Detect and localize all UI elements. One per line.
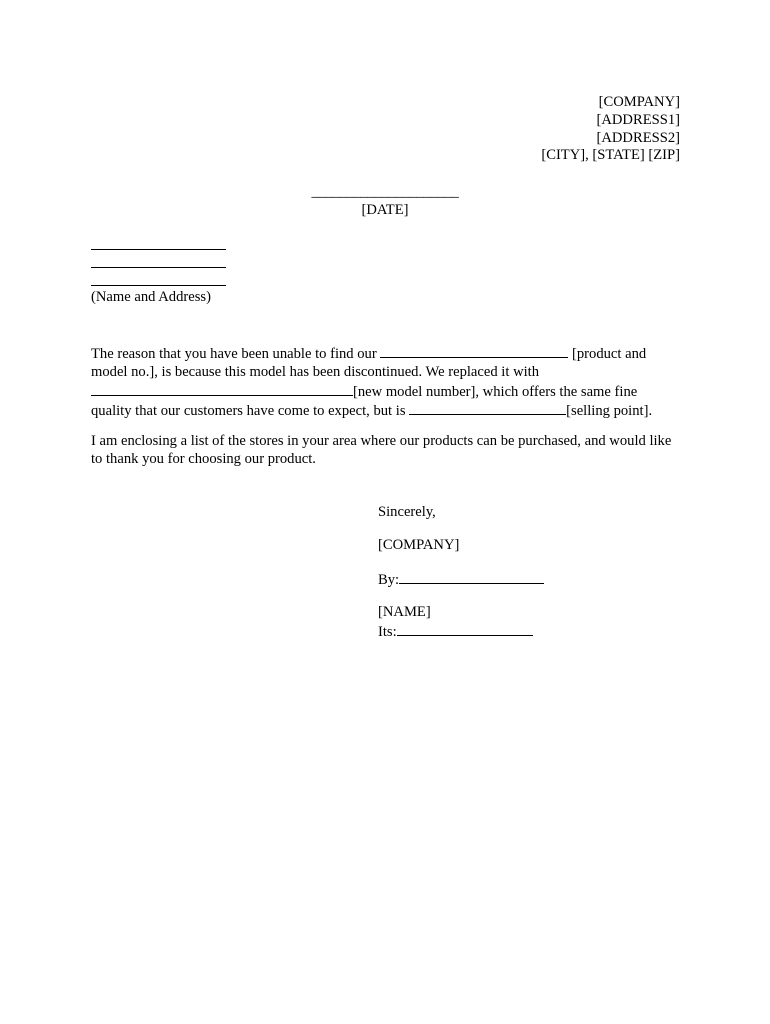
body-paragraph-2: I am enclosing a list of the stores in your area where our products can be purchased, and would like to thank you for choosing our product.	[91, 433, 672, 467]
closing-by-line	[378, 570, 544, 590]
closing-salutation: Sincerely,	[378, 504, 436, 520]
recipient-block	[91, 236, 226, 307]
p1-text-a: The reason that you have been unable to find our	[91, 346, 377, 362]
p1-text-c: [new model number], which offers the same fine quality that our customers have come to expect, but is	[91, 383, 638, 420]
closing-name: [NAME]	[378, 604, 431, 620]
date-block	[0, 183, 770, 219]
p1-text-b: [product and model no.], is because this model has been discontinued. We replaced it with	[91, 346, 647, 380]
sender-address-block	[541, 94, 680, 165]
recipient-blank-line-1	[91, 236, 226, 250]
product-blank	[380, 344, 568, 358]
new-model-blank	[91, 382, 353, 396]
by-label: By:	[378, 572, 400, 588]
closing-company: [COMPANY]	[378, 537, 460, 553]
recipient-caption: (Name and Address)	[91, 289, 211, 306]
p1-text-d: [selling point].	[566, 403, 653, 420]
by-signature-blank	[399, 570, 544, 584]
closing-name-block	[378, 604, 533, 642]
sender-city-state-zip: [CITY], [STATE] [ZIP]	[541, 147, 680, 164]
its-label: Its:	[378, 623, 397, 640]
recipient-blank-line-3	[91, 272, 226, 286]
closing-its-line	[378, 622, 533, 642]
recipient-blank-line-2	[91, 254, 226, 268]
body-paragraph-1	[91, 344, 681, 421]
selling-point-blank	[409, 401, 566, 415]
its-title-blank	[397, 622, 533, 636]
date-label: [DATE]	[361, 202, 409, 218]
sender-address2: [ADDRESS2]	[596, 129, 680, 146]
sender-address1: [ADDRESS1]	[596, 111, 680, 128]
sender-company: [COMPANY]	[598, 94, 680, 110]
date-blank-line: _____________________	[311, 184, 459, 200]
